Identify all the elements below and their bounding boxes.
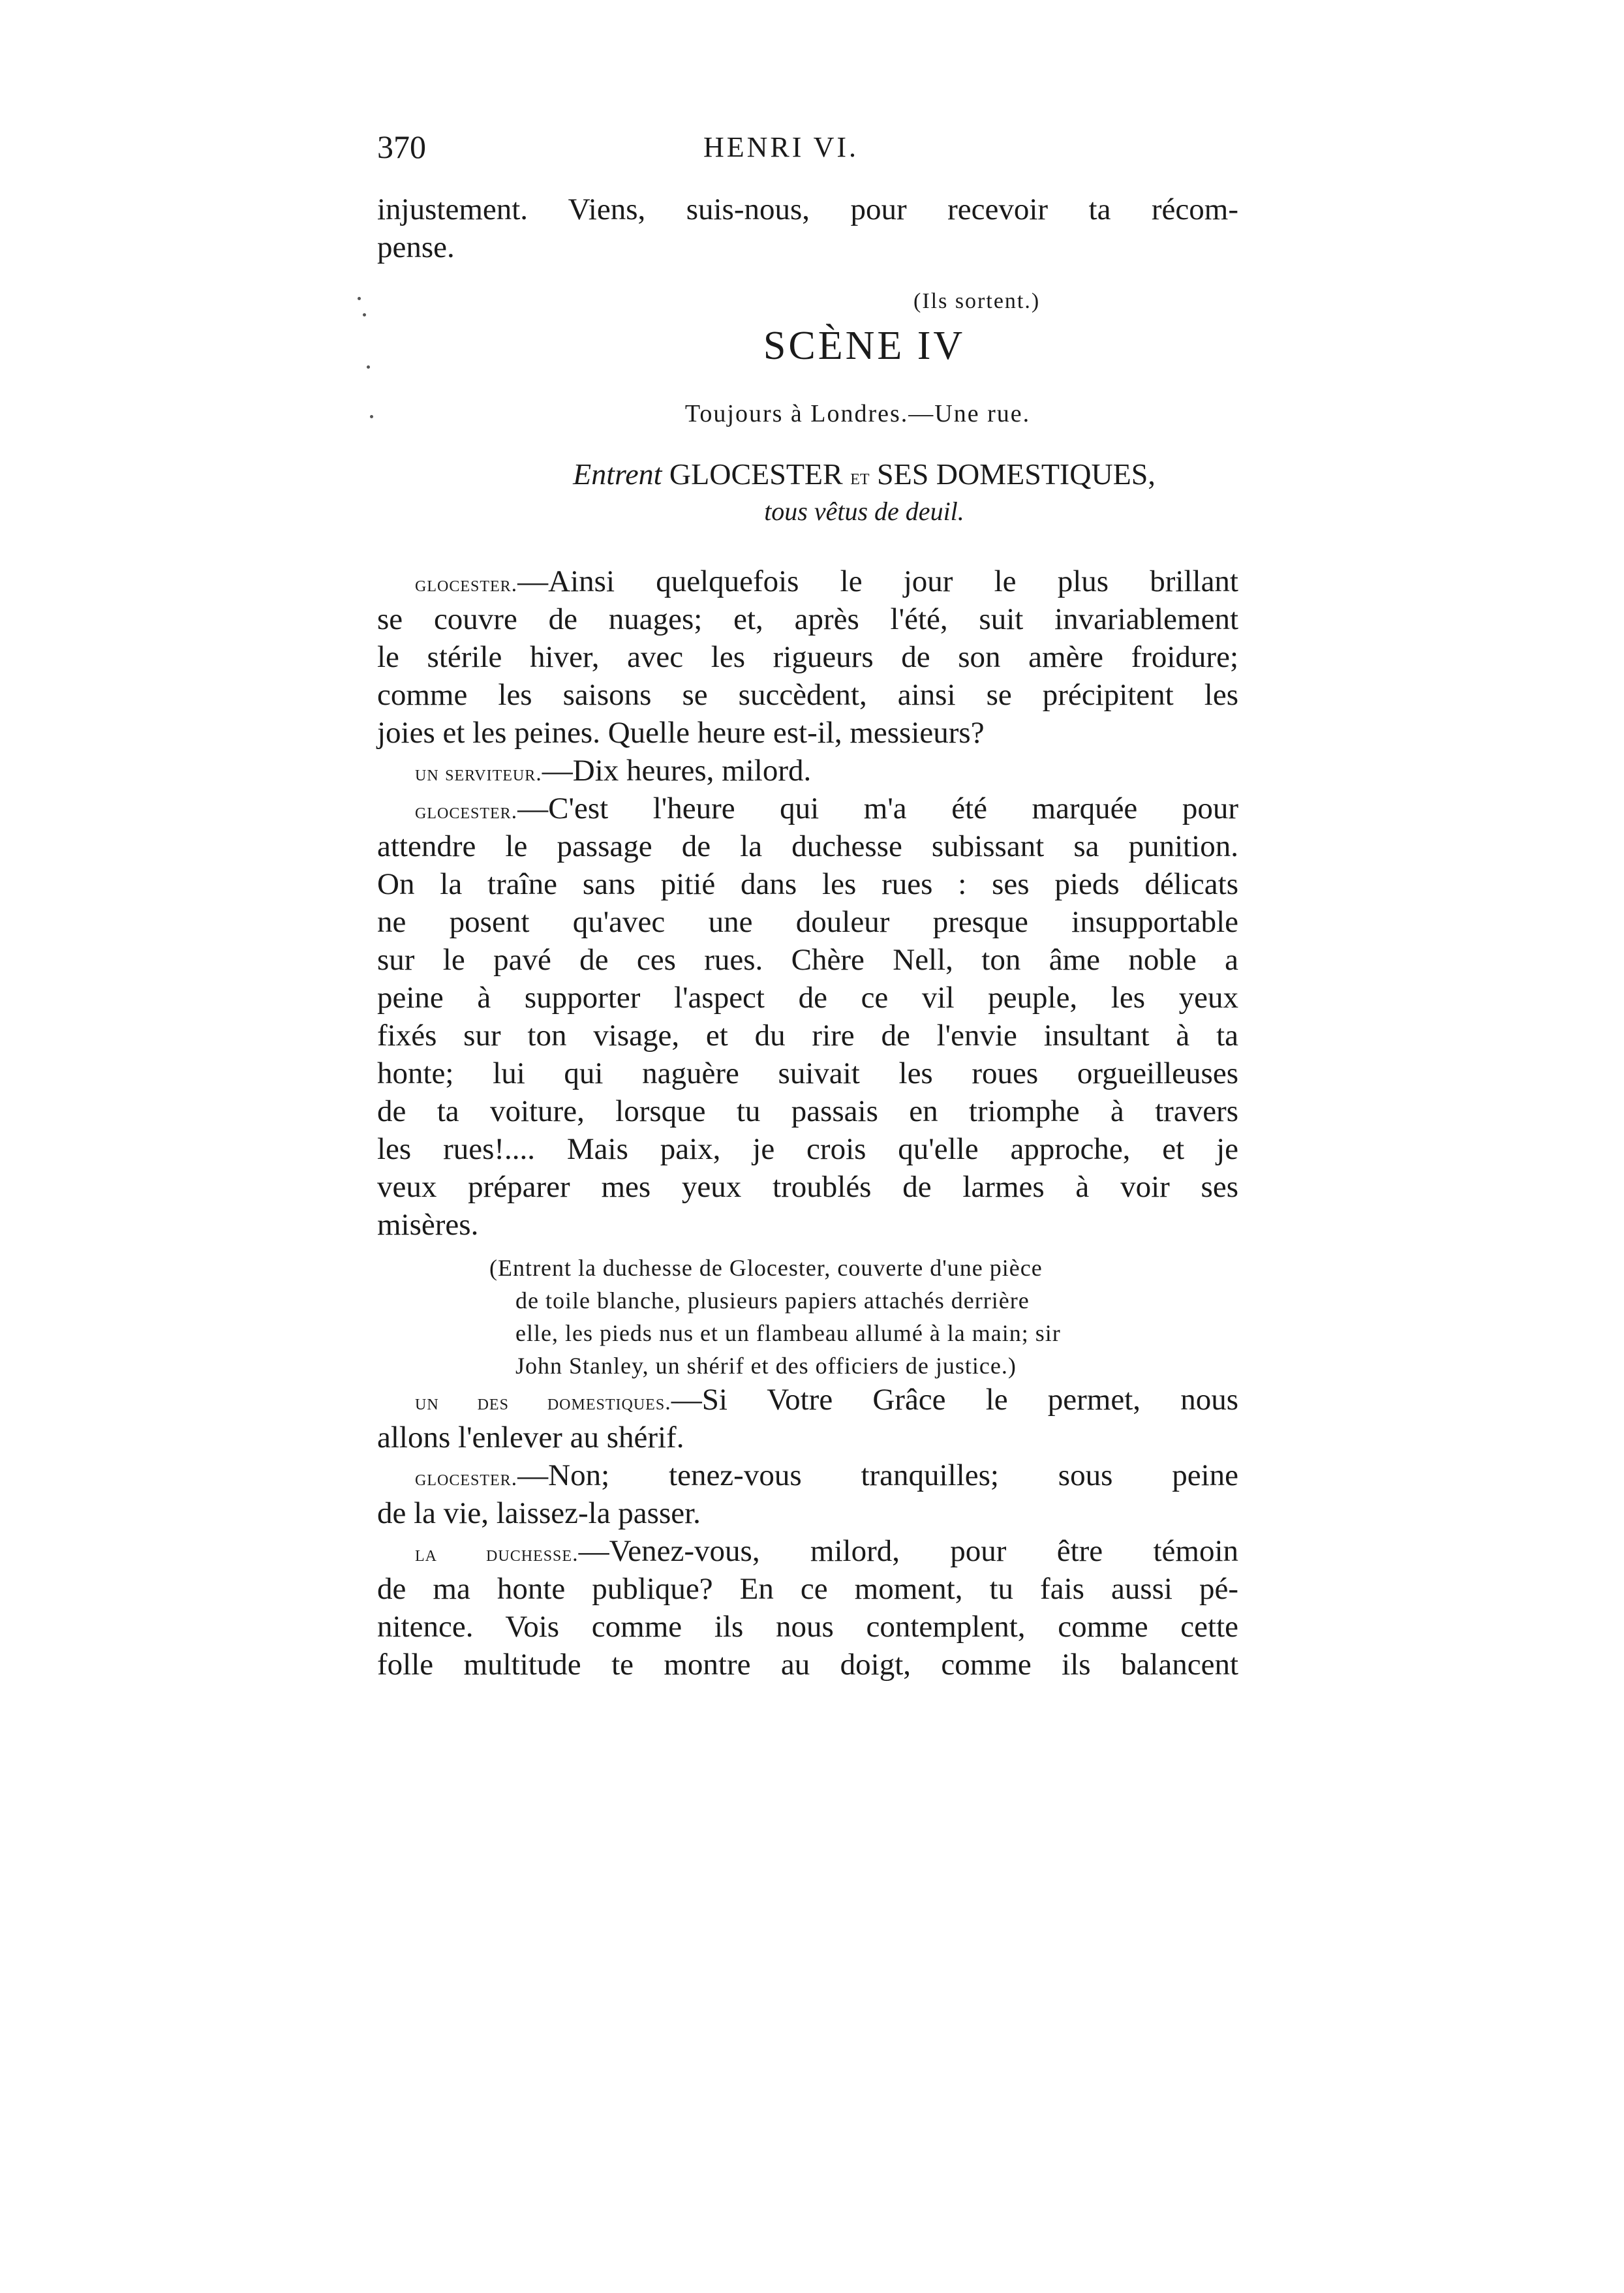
opening-line-1: injustement. Viens, suis-nous, pour recevoir ta récom- (377, 192, 1238, 226)
speech-line: la duchesse.—Venez-vous, milord, pour être témoin (415, 1534, 1239, 1568)
speech-line: comme les saisons se succèdent, ainsi se précipitent les (377, 678, 1238, 712)
speaker-name: glocester. (415, 572, 518, 596)
page-number: 370 (377, 129, 426, 165)
margin-mark (358, 297, 361, 300)
dialogue-block-1 (377, 562, 1238, 1244)
entrance-names: GLOCESTER (669, 457, 843, 491)
speech-line: glocester.—C'est l'heure qui m'a été marquée pour (415, 792, 1238, 825)
speaker-name: la duchesse. (415, 1542, 579, 1566)
speech-line: de ma honte publique? En ce moment, tu fais aussi pé- (377, 1572, 1238, 1606)
speaker-name: un serviteur. (415, 762, 542, 786)
speech-line: veux préparer mes yeux troublés de larmes à voir ses (377, 1170, 1238, 1204)
speech-line: glocester.—Non; tenez-vous tranquilles; sous peine (415, 1458, 1238, 1492)
speech-line: le stérile hiver, avec les rigueurs de son amère froidure; (377, 640, 1238, 674)
speech-line: de ta voiture, lorsque tu passais en triomphe à travers (377, 1094, 1238, 1128)
margin-mark (363, 313, 366, 316)
speaker-name: glocester. (415, 1466, 518, 1490)
scene-location: Toujours à Londres.—Une rue. (684, 400, 1031, 427)
running-title: HENRI VI. (703, 131, 859, 163)
speech-line: allons l'enlever au shérif. (377, 1421, 684, 1454)
speech-line: misères. (377, 1208, 479, 1242)
stage-direction-line: John Stanley, un shérif et des officiers de justice.) (515, 1353, 1017, 1379)
entrance-direction-line-2: tous vêtus de deuil. (764, 497, 964, 526)
speech-line: joies et les peines. Quelle heure est-il, messieurs? (377, 716, 985, 750)
speech-line: fixés sur ton visage, et du rire de l'envie insultant à ta (377, 1019, 1238, 1053)
scene-title: SCÈNE IV (763, 324, 966, 368)
speaker-name: un des domestiques. (415, 1391, 671, 1415)
speech-line: ne posent qu'avec une douleur presque insupportable (377, 905, 1238, 939)
page-header (377, 128, 1238, 180)
entrance-rest: SES DOMESTIQUES, (877, 457, 1156, 491)
speech-line: les rues!.... Mais paix, je crois qu'elle approche, et je (377, 1132, 1238, 1166)
stage-direction-line: de toile blanche, plusieurs papiers attachés derrière (515, 1287, 1030, 1314)
speech-line: glocester.—Ainsi quelquefois le jour le plus brillant (415, 564, 1238, 598)
stage-direction-line: elle, les pieds nus et un flambeau allumé à la main; sir (515, 1320, 1061, 1346)
entrance-direction (0, 457, 1624, 491)
speech-line: folle multitude te montre au doigt, comme ils balancent (377, 1648, 1238, 1682)
dialogue-block-2 (377, 1381, 1238, 1684)
exit-stage-direction: (Ils sortent.) (913, 289, 1041, 313)
opening-line-2: pense. (377, 230, 455, 264)
speech-line: sur le pavé de ces rues. Chère Nell, ton âme noble a (377, 943, 1238, 977)
speech-line: un serviteur.—Dix heures, milord. (415, 754, 812, 788)
speech-line: nitence. Vois comme ils nous contemplent, comme cette (377, 1610, 1238, 1644)
speech-line: attendre le passage de la duchesse subissant sa punition. (377, 829, 1238, 863)
speech-line: de la vie, laissez-la passer. (377, 1496, 701, 1530)
stage-direction-line: (Entrent la duchesse de Glocester, couverte d'une pièce (489, 1255, 1043, 1281)
speaker-name: glocester. (415, 799, 518, 823)
opening-text (377, 191, 1238, 266)
speech-line: peine à supporter l'aspect de ce vil peuple, les yeux (377, 981, 1238, 1015)
speech-line: un des domestiques.—Si Votre Grâce le permet, nous (415, 1383, 1238, 1417)
speech-line: On la traîne sans pitié dans les rues : ses pieds délicats (377, 867, 1238, 901)
speech-line: honte; lui qui naguère suivait les roues orgueilleuses (377, 1056, 1238, 1090)
entrance-et: et (850, 465, 870, 489)
speech-line: se couvre de nuages; et, après l'été, suit invariablement (377, 602, 1238, 636)
entrance-verb: Entrent (573, 457, 662, 491)
stage-direction (489, 1252, 1233, 1382)
